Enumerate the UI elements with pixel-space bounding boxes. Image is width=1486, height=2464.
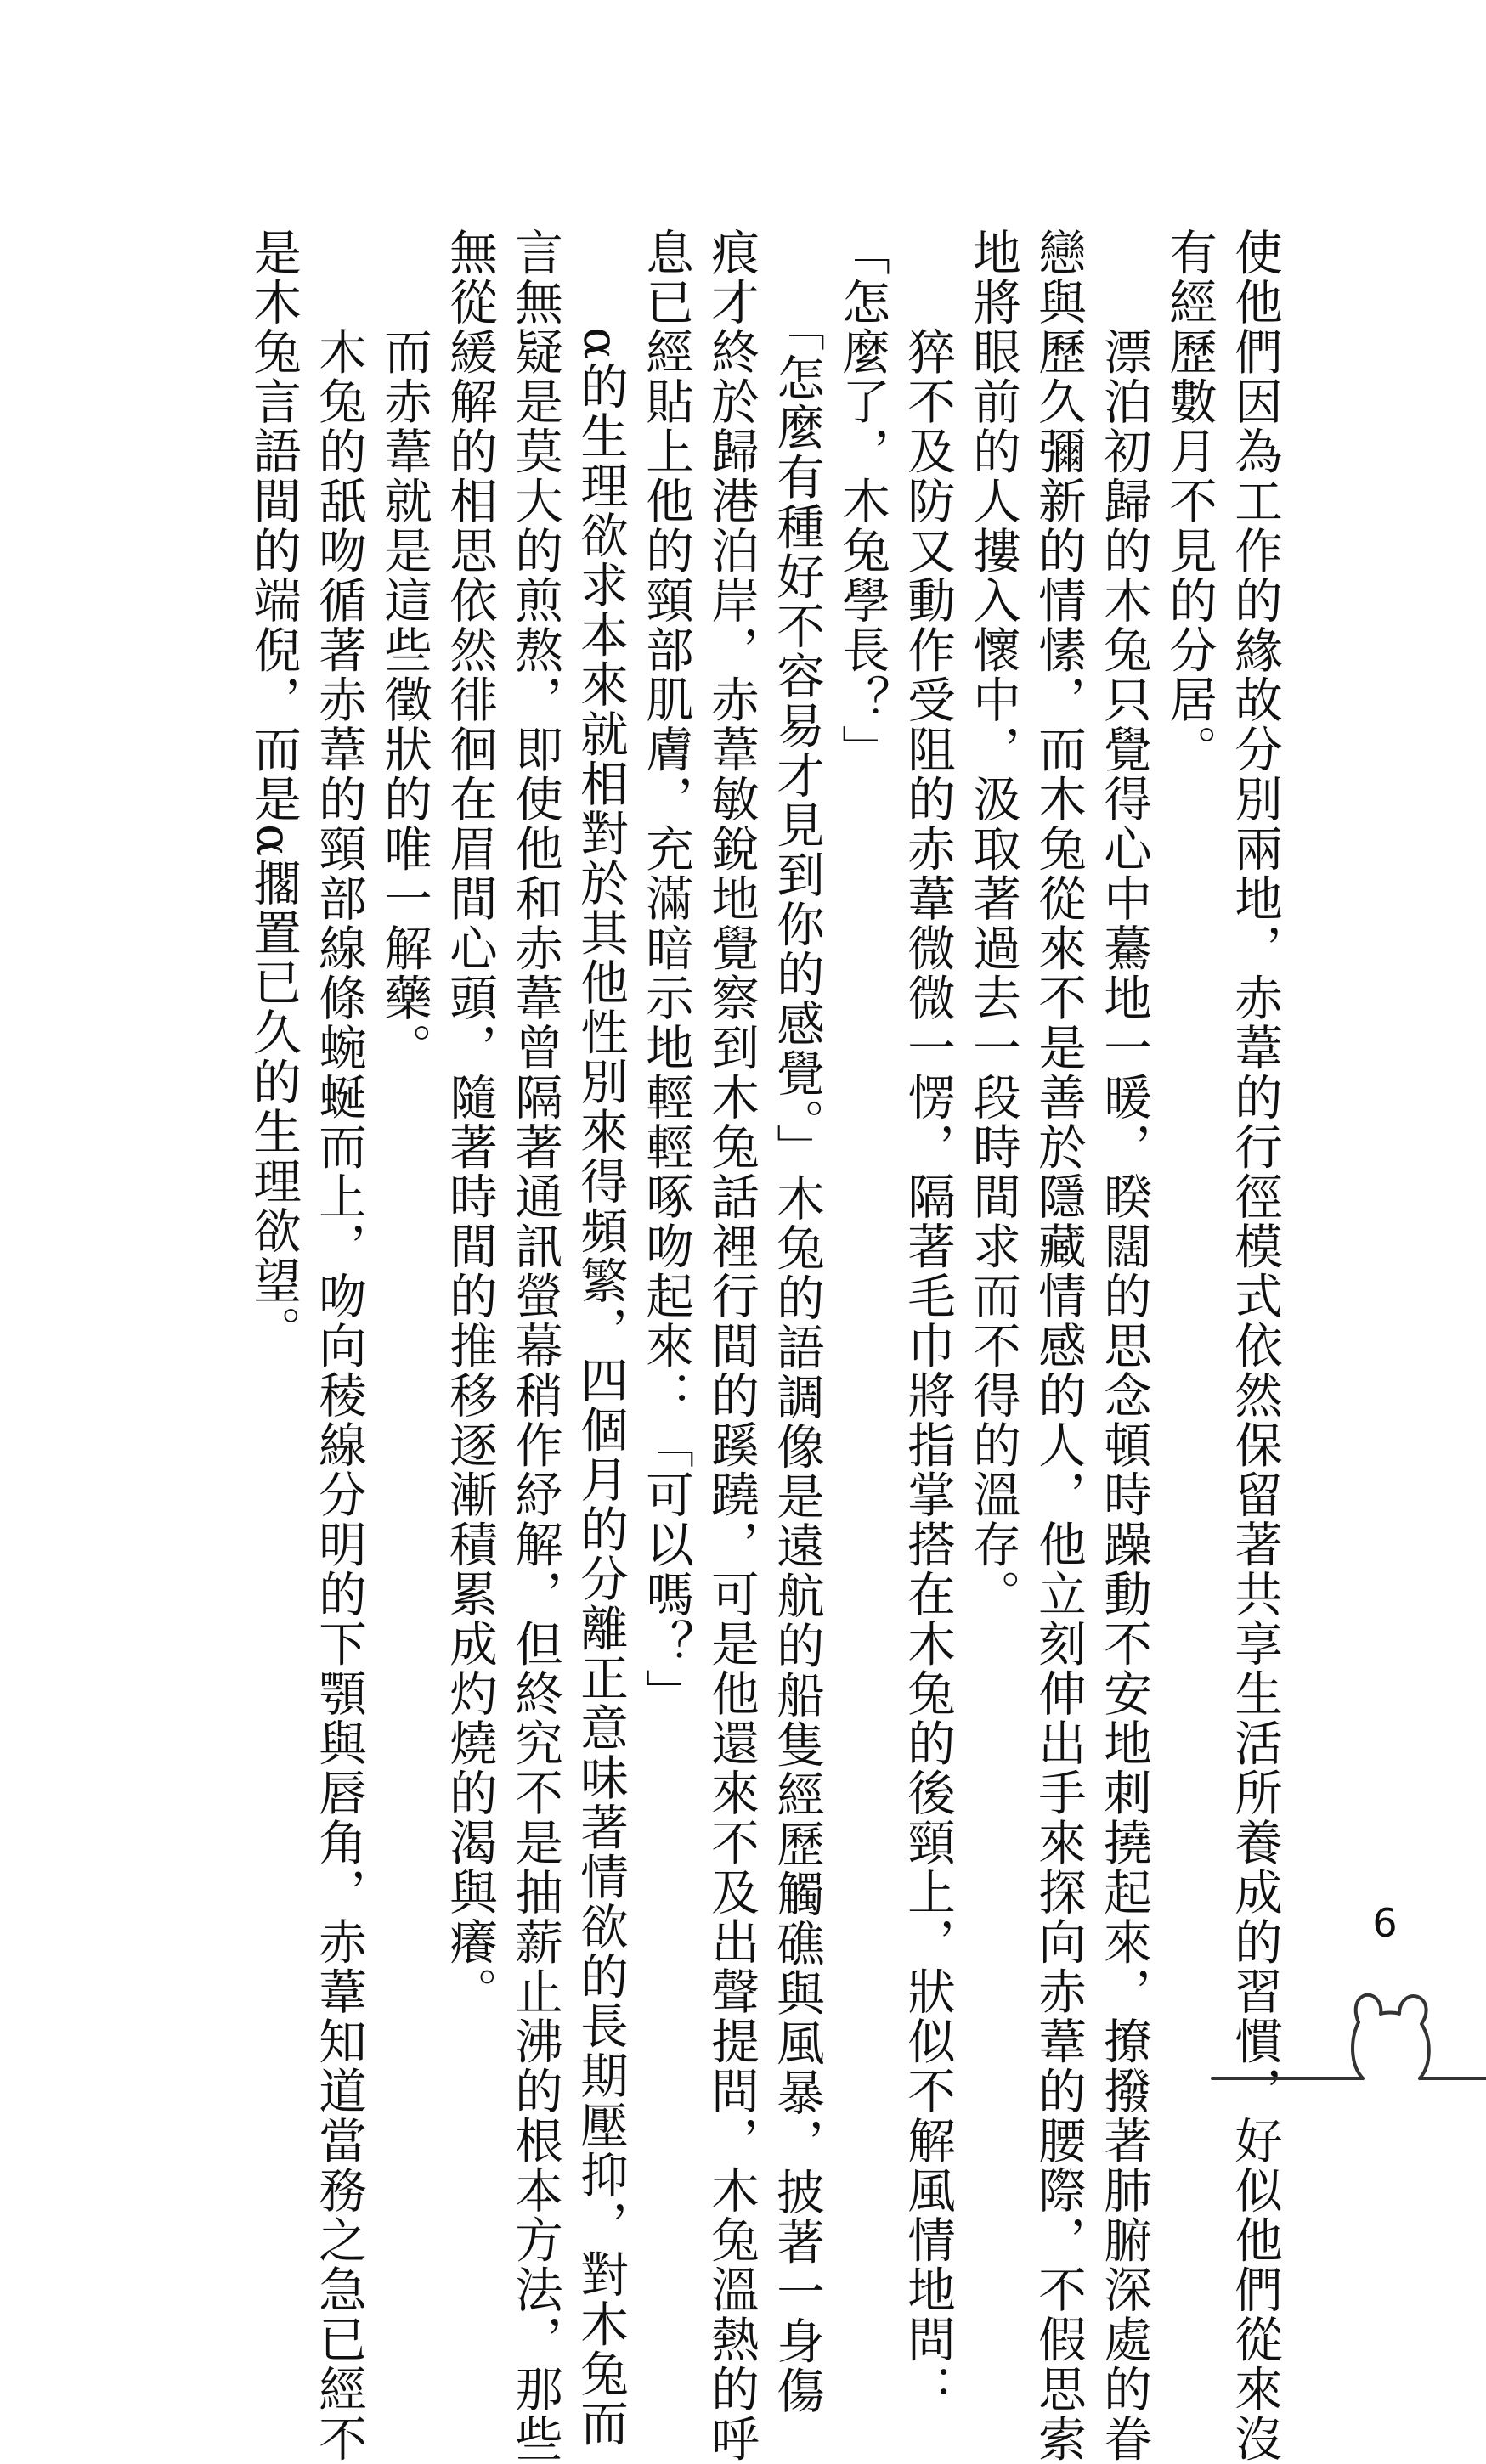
text-line: 無從緩解的相思依然徘徊在眉間心頭，隨著時間的推移逐漸積累成灼燒的渴與癢。 bbox=[442, 228, 497, 2016]
text-line: 息已經貼上他的頸部肌膚，充滿暗示地輕輕啄吻起來：「可以嗎？」 bbox=[638, 228, 693, 1718]
text-line: 而赤葦就是這些徵狀的唯一解藥。 bbox=[376, 228, 432, 1073]
text-line: 戀與歷久彌新的情愫，而木兔從來不是善於隱藏情感的人，他立刻伸出手來探向赤葦的腰際，不假思索 bbox=[1031, 228, 1086, 2464]
bunny-ears-icon bbox=[1206, 1903, 1486, 2107]
text-line: 痕才終於歸港泊岸，赤葦敏銳地覺察到木兔話裡行間的蹊蹺，可是他還來不及出聲提問，木兔溫熱的呼 bbox=[703, 228, 759, 2464]
text-line: 地將眼前的人摟入懷中，汲取著過去一段時間求而不得的溫存。 bbox=[965, 228, 1020, 1619]
text-line: 有經歷數月不見的分居。 bbox=[1161, 228, 1217, 775]
text-line: 「怎麼有種好不容易才見到你的感覺。」木兔的語調像是遠航的船隻經歷觸礁與風暴，披著一身傷 bbox=[769, 228, 824, 2416]
text-line: 「怎麼了，木兔學長？」 bbox=[834, 228, 890, 775]
bunny-outline bbox=[1353, 1995, 1429, 2078]
text-line: 使他們因為工作的緣故分別兩地，赤葦的行徑模式依然保留著共享生活所養成的習慣，好似他們從來沒 bbox=[1227, 228, 1282, 2464]
text-line: α的生理欲求本來就相對於其他性別來得頻繁，四個月的分離正意味著情欲的長期壓抑，對木兔而 bbox=[573, 228, 628, 2449]
text-line: 木兔的舐吻循著赤葦的頸部線條蜿蜒而上，吻向稜線分明的下顎與唇角，赤葦知道當務之急已經不 bbox=[311, 228, 366, 2464]
text-line: 漂泊初歸的木兔只覺得心中驀地一暖，睽闊的思念頓時躁動不安地刺撓起來，撩撥著肺腑深處的眷 bbox=[1096, 228, 1151, 2464]
text-line: 言無疑是莫大的煎熬，即使他和赤葦曾隔著通訊螢幕稍作紓解，但終究不是抽薪止沸的根本方法，那些 bbox=[507, 228, 562, 2464]
page-number: 6 bbox=[1372, 1900, 1398, 1946]
vertical-text-body bbox=[240, 228, 1287, 2464]
text-line: 是木兔言語間的端倪，而是α擱置已久的生理欲望。 bbox=[246, 228, 301, 1356]
text-line: 猝不及防又動作受阻的赤葦微微一愣，隔著毛巾將指掌搭在木兔的後頸上，狀似不解風情地問： bbox=[900, 228, 955, 2414]
